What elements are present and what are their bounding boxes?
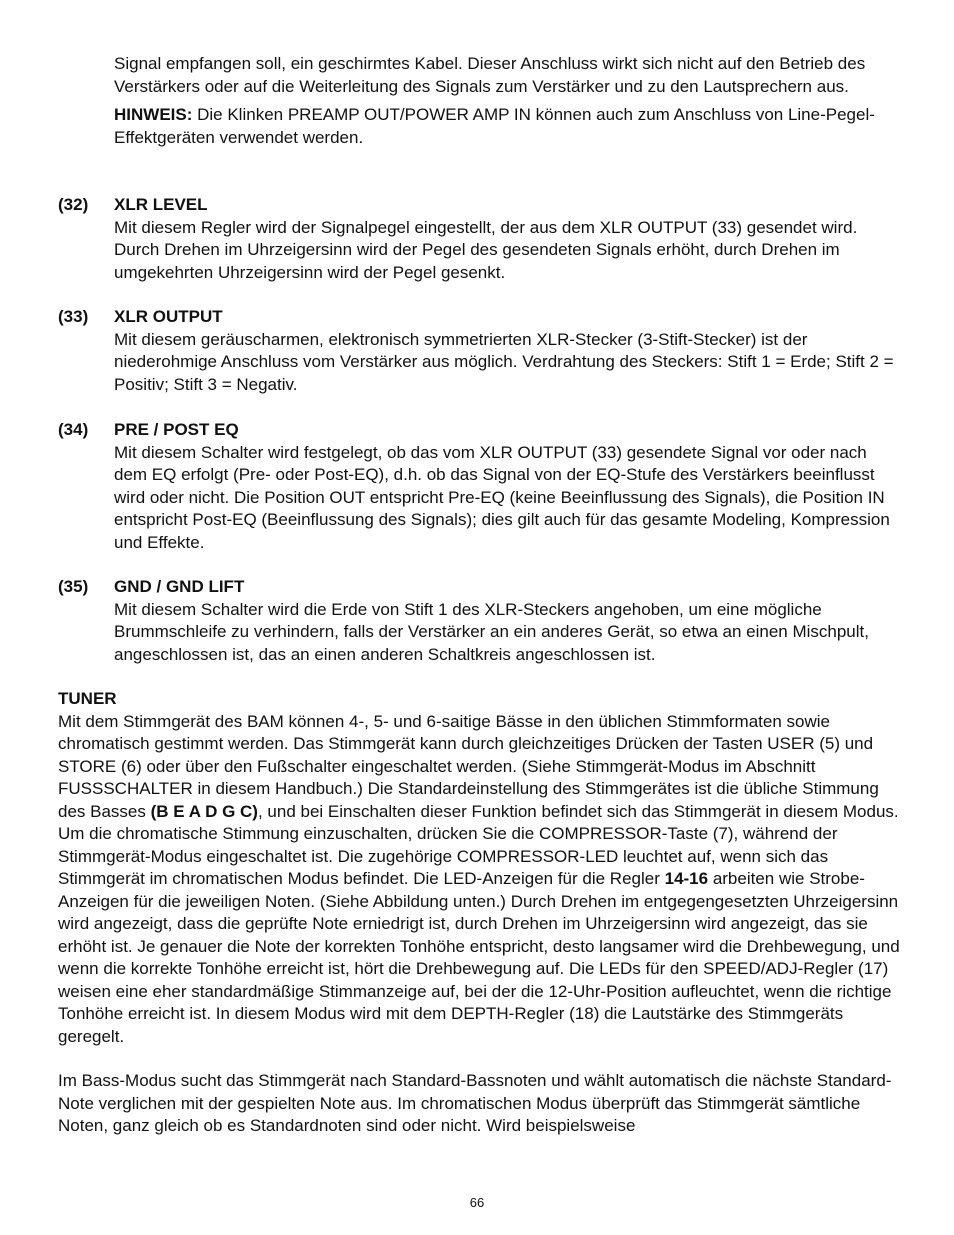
section-heading: [58, 419, 904, 442]
section-body: Mit diesem Regler wird der Signalpegel eingestellt, der aus dem XLR OUTPUT (33) gesendet wird. Durch Drehen im Uhrzeigersinn wird der Pegel des gesendeten Signals erhöht, durch Drehen im umgekehrten Uhrzeigersinn wird der Pegel gesenkt.: [114, 217, 858, 282]
note-paragraph: [114, 104, 904, 149]
tuner-title: TUNER: [58, 689, 117, 708]
intro-block: [114, 53, 904, 149]
tuner-paragraph-2: Im Bass-Modus sucht das Stimmgerät nach Standard-Bassnoten und wählt automatisch die nächste Standard-Note verglichen mit der gespielten Note aus. Im chromatischen Modus überprüft das Stimmgerät sämtliche Noten, ganz gleich ob es Standardnoten sind oder nicht. Wird beispielsweise: [58, 1071, 892, 1135]
tuner-text: arbeiten wie Strobe-Anzeigen für die jeweiligen Noten. (Siehe Abbildung unten.) Durch Drehen im entgegengesetzten Uhrzeigersinn wird angezeigt, dass die geprüfte Note erniedrigt ist, durch Drehen im Uhrzeigersinn wird angezeigt, das sie erhöht ist. Je genauer die Note der korrekten Tonhöhe entspricht, desto langsamer wird die Drehbewegung, und wenn die korrekte Tonhöhe erreicht ist, hört die Drehbewegung auf. Die LEDs für den SPEED/ADJ-Regler (17) weisen eine eher standardmäßige Stimmanzeige auf, bei der die 12-Uhr-Position aufleuchtet, wenn die richtige Tonhöhe erreicht ist. In diesem Modus wird mit dem DEPTH-Regler (18) die Lautstärke des Stimmgeräts geregelt.: [58, 869, 900, 1046]
section-35: [58, 576, 904, 666]
section-34: [58, 419, 904, 554]
section-number: (35): [58, 577, 89, 596]
tuner-text: Mit dem Stimmgerät des BAM können 4-, 5- und 6-saitige Bässe in den üblichen Stimmformaten sowie chromatisch gestimmt werden. Das Stimmgerät kann durch gleichzeitiges Drücken der Tasten USER (5) und STORE (6) oder über den Fußschalter eingeschaltet werden. (Siehe Stimmgerät-Modus im Abschnitt FUSSSCHALTER in diesem Handbuch.) Die Standardeinstellung des Stimmgerätes ist die übliche Stimmung des Basses: [58, 711, 879, 821]
section-body: Mit diesem geräuscharmen, elektronisch symmetrierten XLR-Stecker (3-Stift-Stecker) ist der niederohmige Anschluss vom Verstärker aus möglich. Verdrahtung des Steckers: Stift 1 = Erde; Stift 2 = Positiv; Stift 3 = Negativ.: [114, 329, 894, 394]
section-body: Mit diesem Schalter wird die Erde von Stift 1 des XLR-Steckers angehoben, um eine mögliche Brummschleife zu verhindern, falls der Verstärker an ein anderes Gerät, so etwa an einen Mischpult, angeschlossen ist, das an einen anderen Schaltkreis angeschlossen ist.: [114, 599, 869, 664]
note-label: HINWEIS:: [114, 105, 193, 124]
section-number: (32): [58, 195, 89, 214]
section-heading: [58, 306, 904, 329]
page-number: 66: [469, 1195, 485, 1210]
intro-paragraph: Signal empfangen soll, ein geschirmtes Kabel. Dieser Anschluss wirkt sich nicht auf den Betrieb des Verstärkers oder auf die Weiterleitung des Signals zum Verstärker und zu den Lautsprechern aus.: [114, 54, 866, 96]
tuner-knob-range: 14-16: [664, 869, 709, 888]
section-32: [58, 194, 904, 284]
section-title: PRE / POST EQ: [114, 420, 239, 439]
section-number: (34): [58, 420, 89, 439]
section-title: XLR OUTPUT: [114, 307, 223, 326]
section-title: GND / GND LIFT: [114, 577, 245, 596]
section-heading: [58, 576, 904, 599]
section-heading: [58, 194, 904, 217]
section-33: [58, 306, 904, 396]
tuner-section: [58, 688, 904, 1138]
tuner-paragraph-1: [58, 711, 904, 1049]
tuner-bass-tuning: (B E A D G C): [150, 801, 258, 821]
note-text: Die Klinken PREAMP OUT/POWER AMP IN können auch zum Anschluss von Line-Pegel-Effektgeräten verwendet werden.: [114, 105, 875, 147]
tuner-text: , und bei Einschalten dieser Funktion befindet sich das Stimmgerät in diesem Modus. Um die chromatische Stimmung einzuschalten, drücken Sie die COMPRESSOR-Taste (7), während der Stimmgerät-Modus eingeschaltet ist. Die zugehörige COMPRESSOR-LED leuchtet auf, wenn sich das Stimmgerät im chromatischen Modus befindet. Die LED-Anzeigen für die Regler: [58, 801, 899, 888]
section-number: (33): [58, 307, 89, 326]
section-body: Mit diesem Schalter wird festgelegt, ob das vom XLR OUTPUT (33) gesendete Signal vor oder nach dem EQ erfolgt (Pre- oder Post-EQ), d.h. ob das Signal von der EQ-Stufe des Verstärkers beeinflusst wird oder nicht. Die Position OUT entspricht Pre-EQ (keine Beeinflussung des Signals), die Position IN entspricht Post-EQ (Beeinflussung des Signals); dies gilt auch für das gesamte Modeling, Kompression und Effekte.: [114, 442, 890, 552]
section-title: XLR LEVEL: [114, 195, 208, 214]
